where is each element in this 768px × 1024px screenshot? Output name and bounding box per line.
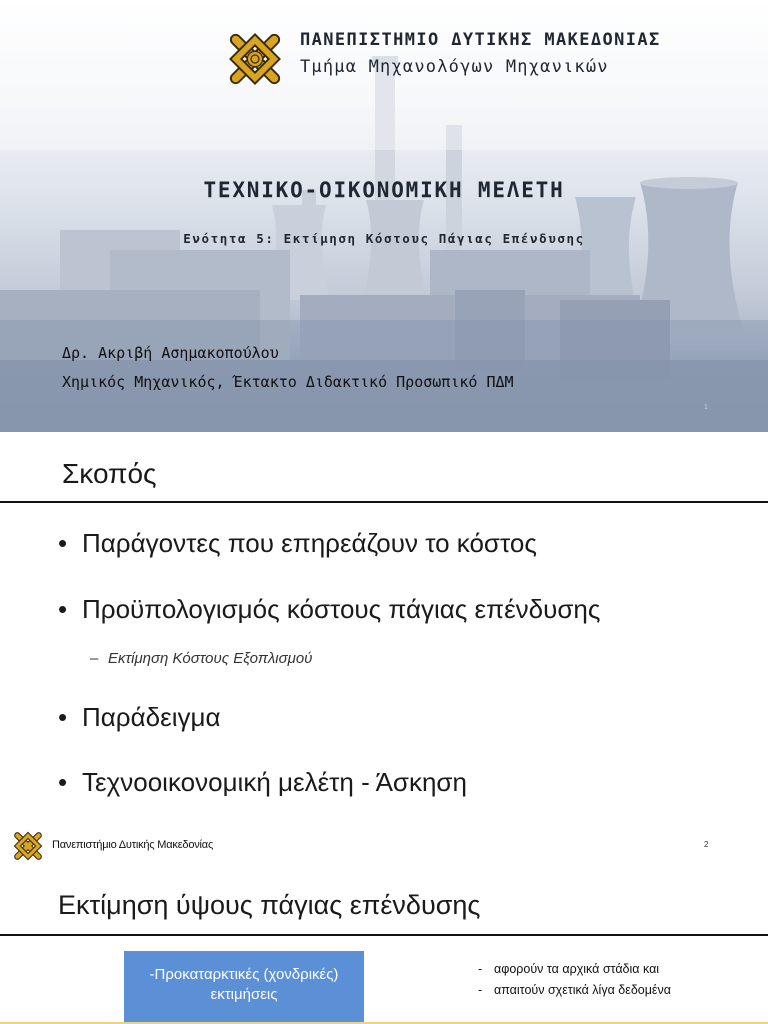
sub-list-item: – Εκτίμηση Κόστους Εξοπλισμού xyxy=(90,650,313,667)
note-item: - απαιτούν σχετικά λίγα δεδομένα xyxy=(478,983,671,997)
page-number: 2 xyxy=(704,840,709,849)
estimation-slide xyxy=(0,864,768,1024)
page-number: 1 xyxy=(704,404,708,411)
university-knot-logo-icon xyxy=(226,30,284,88)
title-divider xyxy=(0,501,768,503)
note-item: - αφορούν τα αρχικά στάδια και xyxy=(478,962,660,976)
preliminary-estimates-box: -Προκαταρκτικές (χονδρικές) εκτιμήσεις xyxy=(124,951,364,1024)
author-name: Δρ. Ακριβή Ασημακοπούλου xyxy=(62,344,279,362)
department-name: Τμήμα Μηχανολόγων Μηχανικών xyxy=(300,57,609,77)
dash-icon: - xyxy=(478,983,483,997)
list-item: • Παράδειγμα xyxy=(58,702,221,732)
footer-university-name: Πανεπιστήμιο Δυτικής Μακεδονίας xyxy=(52,839,214,851)
title-divider xyxy=(0,934,768,936)
slide-title: Εκτίμηση ύψους πάγιας επένδυσης xyxy=(58,890,481,920)
dash-icon: - xyxy=(478,962,483,976)
list-item: • Προϋπολογισμός κόστους πάγιας επένδυσης xyxy=(58,594,601,624)
dash-icon: – xyxy=(90,650,99,667)
slide-title: Σκοπός xyxy=(62,458,157,489)
university-knot-logo-icon xyxy=(12,830,44,862)
list-item: • Παράγοντες που επηρεάζουν το κόστος xyxy=(58,528,537,558)
title-slide xyxy=(0,0,768,432)
author-role: Χημικός Μηχανικός, Έκτακτο Διδακτικό Προσωπικό ΠΔΜ xyxy=(62,373,514,391)
course-title: ΤΕΧΝΙΚΟ-ΟΙΚΟΝΟΜΙΚΗ ΜΕΛΕΤΗ xyxy=(203,178,565,202)
list-item: • Τεχνοοικονομική μελέτη - Άσκηση xyxy=(58,767,467,797)
bullet-icon: • xyxy=(58,528,68,558)
bullet-icon: • xyxy=(58,767,68,797)
bullet-icon: • xyxy=(58,702,68,732)
objective-slide xyxy=(0,432,768,864)
bullet-icon: • xyxy=(58,594,68,624)
university-name: ΠΑΝΕΠΙΣΤΗΜΙΟ ΔΥΤΙΚΗΣ ΜΑΚΕΔΟΝΙΑΣ xyxy=(300,30,661,50)
unit-title: Ενότητα 5: Εκτίμηση Κόστους Πάγιας Επένδυσης xyxy=(183,231,585,246)
